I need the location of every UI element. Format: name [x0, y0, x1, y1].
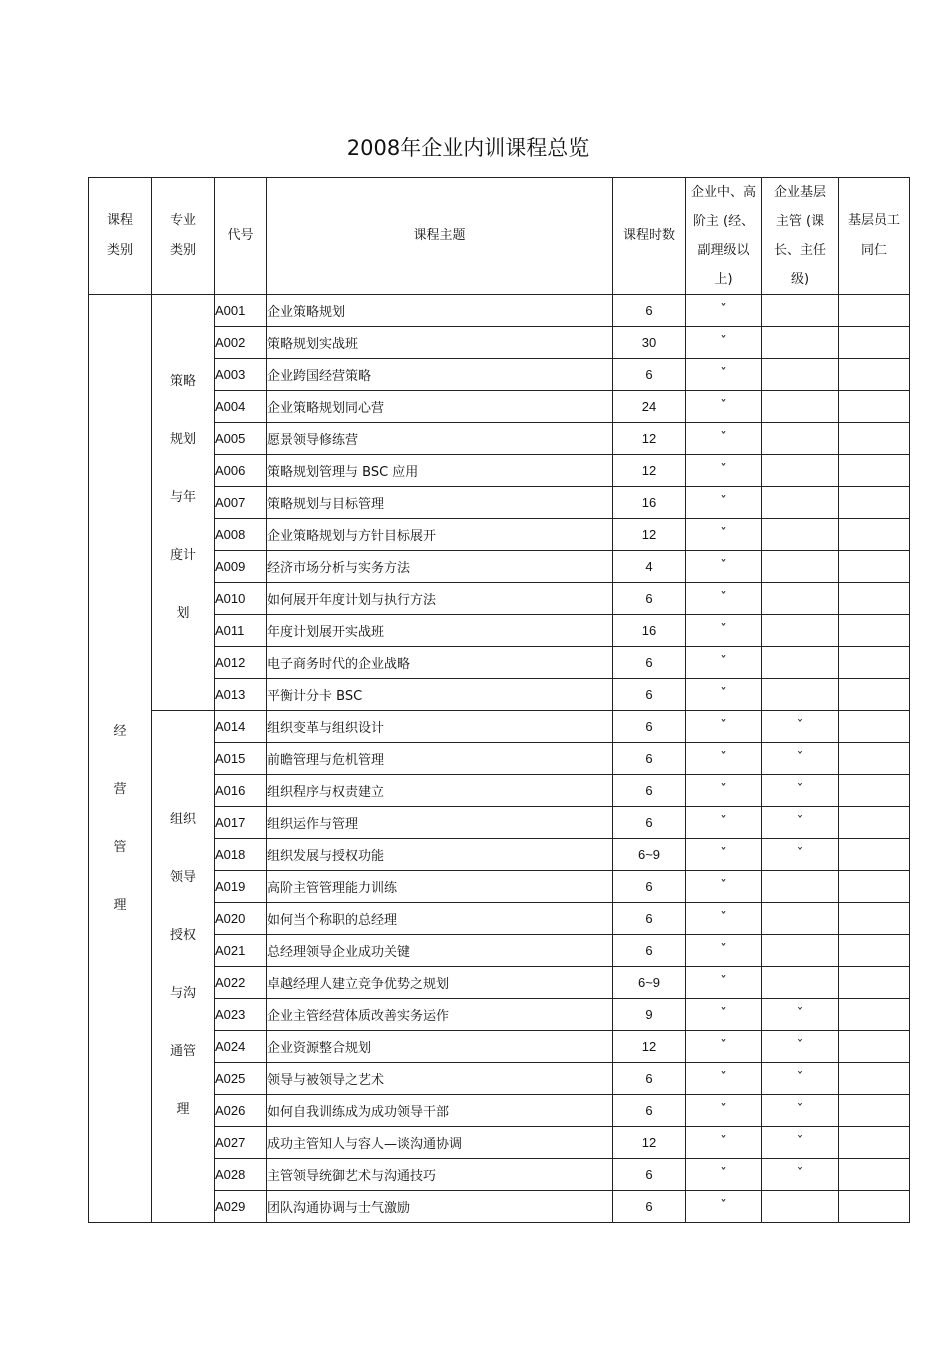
cell-staff: [839, 967, 910, 999]
category-cell: [89, 295, 152, 1223]
cell-staff: [839, 359, 910, 391]
cell-code: A019: [215, 871, 267, 903]
cell-hours: 30: [613, 327, 686, 359]
cell-staff: [839, 647, 910, 679]
cell-topic: 高阶主管管理能力训练: [267, 871, 613, 903]
cell-senior: ˇ: [686, 679, 762, 711]
cell-junior: [762, 487, 839, 519]
cell-senior: ˇ: [686, 775, 762, 807]
cell-senior: ˇ: [686, 487, 762, 519]
cell-code: A028: [215, 1159, 267, 1191]
cell-staff: [839, 679, 910, 711]
cell-topic: 平衡计分卡 BSC: [267, 679, 613, 711]
cell-code: A024: [215, 1031, 267, 1063]
cell-staff: [839, 807, 910, 839]
cell-hours: 6~9: [613, 967, 686, 999]
cell-topic: 企业策略规划与方针目标展开: [267, 519, 613, 551]
cell-staff: [839, 775, 910, 807]
cell-topic: 卓越经理人建立竞争优势之规划: [267, 967, 613, 999]
cell-code: A002: [215, 327, 267, 359]
cell-staff: [839, 327, 910, 359]
cell-staff: [839, 487, 910, 519]
cell-senior: ˇ: [686, 839, 762, 871]
cell-hours: 6: [613, 295, 686, 327]
cell-topic: 如何展开年度计划与执行方法: [267, 583, 613, 615]
cell-topic: 前瞻管理与危机管理: [267, 743, 613, 775]
cell-code: A007: [215, 487, 267, 519]
cell-junior: [762, 583, 839, 615]
header-code: 代号: [215, 178, 267, 295]
cell-code: A006: [215, 455, 267, 487]
cell-topic: 如何当个称职的总经理: [267, 903, 613, 935]
cell-code: A009: [215, 551, 267, 583]
cell-hours: 6: [613, 775, 686, 807]
specialty-label: 策略 规划 与年 度计 划: [169, 374, 196, 621]
cell-topic: 企业跨国经营策略: [267, 359, 613, 391]
cell-hours: 6: [613, 903, 686, 935]
cell-senior: ˇ: [686, 1191, 762, 1223]
table-row: [89, 295, 910, 327]
cell-staff: [839, 871, 910, 903]
cell-code: A008: [215, 519, 267, 551]
cell-junior: ˇ: [762, 1063, 839, 1095]
cell-junior: ˇ: [762, 1127, 839, 1159]
cell-hours: 12: [613, 423, 686, 455]
cell-code: A012: [215, 647, 267, 679]
cell-topic: 主管领导统御艺术与沟通技巧: [267, 1159, 613, 1191]
cell-junior: ˇ: [762, 711, 839, 743]
cell-topic: 企业主管经营体质改善实务运作: [267, 999, 613, 1031]
cell-hours: 6~9: [613, 839, 686, 871]
cell-hours: 12: [613, 519, 686, 551]
header-junior: 企业基层 主管 (课 长、主任 级): [762, 178, 839, 295]
header-specialty: 专业 类别: [152, 178, 215, 295]
cell-junior: ˇ: [762, 1031, 839, 1063]
cell-staff: [839, 1063, 910, 1095]
header-hours: 课程时数: [613, 178, 686, 295]
cell-staff: [839, 1095, 910, 1127]
cell-topic: 愿景领导修练营: [267, 423, 613, 455]
cell-hours: 6: [613, 935, 686, 967]
specialty-label: 组织 领导 授权 与沟 通管 理: [169, 812, 196, 1117]
cell-senior: ˇ: [686, 711, 762, 743]
header-category: 课程 类别: [89, 178, 152, 295]
cell-junior: ˇ: [762, 1095, 839, 1127]
cell-topic: 领导与被领导之艺术: [267, 1063, 613, 1095]
cell-senior: ˇ: [686, 327, 762, 359]
cell-senior: ˇ: [686, 519, 762, 551]
cell-code: A011: [215, 615, 267, 647]
cell-hours: 6: [613, 807, 686, 839]
header-row: [89, 178, 910, 295]
cell-staff: [839, 903, 910, 935]
cell-senior: ˇ: [686, 807, 762, 839]
cell-code: A014: [215, 711, 267, 743]
cell-senior: ˇ: [686, 391, 762, 423]
cell-junior: [762, 391, 839, 423]
cell-code: A023: [215, 999, 267, 1031]
cell-code: A005: [215, 423, 267, 455]
table-row: [89, 711, 910, 743]
cell-senior: ˇ: [686, 967, 762, 999]
cell-hours: 6: [613, 647, 686, 679]
cell-senior: ˇ: [686, 1095, 762, 1127]
cell-hours: 6: [613, 711, 686, 743]
cell-junior: ˇ: [762, 1159, 839, 1191]
cell-code: A022: [215, 967, 267, 999]
cell-topic: 如何自我训练成为成功领导干部: [267, 1095, 613, 1127]
cell-code: A021: [215, 935, 267, 967]
cell-code: A027: [215, 1127, 267, 1159]
cell-code: A013: [215, 679, 267, 711]
cell-code: A001: [215, 295, 267, 327]
cell-staff: [839, 423, 910, 455]
cell-senior: ˇ: [686, 455, 762, 487]
cell-code: A015: [215, 743, 267, 775]
cell-junior: [762, 359, 839, 391]
header-staff: 基层员工 同仁: [839, 178, 910, 295]
category-label: 经 营 管 理: [113, 723, 127, 913]
cell-senior: ˇ: [686, 903, 762, 935]
header-senior: 企业中、高 阶主 (经、 副理级以 上): [686, 178, 762, 295]
cell-hours: 16: [613, 487, 686, 519]
cell-hours: 9: [613, 999, 686, 1031]
cell-hours: 6: [613, 871, 686, 903]
cell-junior: [762, 551, 839, 583]
cell-junior: ˇ: [762, 775, 839, 807]
cell-code: A029: [215, 1191, 267, 1223]
cell-senior: ˇ: [686, 1031, 762, 1063]
cell-junior: [762, 871, 839, 903]
cell-senior: ˇ: [686, 871, 762, 903]
cell-hours: 12: [613, 455, 686, 487]
cell-code: A018: [215, 839, 267, 871]
cell-junior: [762, 967, 839, 999]
cell-hours: 6: [613, 583, 686, 615]
cell-code: A017: [215, 807, 267, 839]
cell-junior: [762, 423, 839, 455]
cell-code: A004: [215, 391, 267, 423]
cell-staff: [839, 711, 910, 743]
cell-topic: 组织发展与授权功能: [267, 839, 613, 871]
cell-staff: [839, 615, 910, 647]
cell-staff: [839, 935, 910, 967]
cell-hours: 6: [613, 1159, 686, 1191]
cell-code: A010: [215, 583, 267, 615]
cell-staff: [839, 519, 910, 551]
cell-hours: 4: [613, 551, 686, 583]
specialty-cell: [152, 711, 215, 1223]
cell-senior: ˇ: [686, 743, 762, 775]
cell-topic: 组织变革与组织设计: [267, 711, 613, 743]
cell-senior: ˇ: [686, 359, 762, 391]
cell-junior: [762, 647, 839, 679]
cell-junior: [762, 935, 839, 967]
cell-hours: 6: [613, 1063, 686, 1095]
cell-topic: 策略规划实战班: [267, 327, 613, 359]
cell-senior: ˇ: [686, 1159, 762, 1191]
cell-staff: [839, 295, 910, 327]
cell-staff: [839, 839, 910, 871]
cell-junior: [762, 903, 839, 935]
cell-senior: ˇ: [686, 1127, 762, 1159]
cell-code: A025: [215, 1063, 267, 1095]
course-table: [88, 177, 910, 1223]
cell-junior: [762, 519, 839, 551]
cell-junior: [762, 455, 839, 487]
cell-hours: 6: [613, 679, 686, 711]
cell-code: A003: [215, 359, 267, 391]
cell-staff: [839, 743, 910, 775]
cell-senior: ˇ: [686, 935, 762, 967]
cell-code: A020: [215, 903, 267, 935]
cell-senior: ˇ: [686, 423, 762, 455]
cell-senior: ˇ: [686, 647, 762, 679]
cell-hours: 6: [613, 1095, 686, 1127]
cell-staff: [839, 999, 910, 1031]
header-topic: 课程主题: [267, 178, 613, 295]
cell-senior: ˇ: [686, 551, 762, 583]
cell-code: A016: [215, 775, 267, 807]
cell-topic: 电子商务时代的企业战略: [267, 647, 613, 679]
cell-junior: ˇ: [762, 999, 839, 1031]
cell-topic: 策略规划管理与 BSC 应用: [267, 455, 613, 487]
cell-junior: ˇ: [762, 743, 839, 775]
cell-senior: ˇ: [686, 295, 762, 327]
cell-topic: 成功主管知人与容人—谈沟通协调: [267, 1127, 613, 1159]
cell-hours: 24: [613, 391, 686, 423]
cell-hours: 16: [613, 615, 686, 647]
cell-senior: ˇ: [686, 1063, 762, 1095]
cell-junior: [762, 1191, 839, 1223]
cell-topic: 年度计划展开实战班: [267, 615, 613, 647]
cell-topic: 组织程序与权责建立: [267, 775, 613, 807]
cell-senior: ˇ: [686, 999, 762, 1031]
cell-hours: 6: [613, 743, 686, 775]
cell-staff: [839, 391, 910, 423]
cell-hours: 12: [613, 1031, 686, 1063]
cell-topic: 团队沟通协调与士气激励: [267, 1191, 613, 1223]
cell-topic: 企业策略规划同心营: [267, 391, 613, 423]
cell-staff: [839, 1159, 910, 1191]
cell-code: A026: [215, 1095, 267, 1127]
cell-topic: 企业资源整合规划: [267, 1031, 613, 1063]
specialty-cell: [152, 295, 215, 711]
cell-hours: 6: [613, 359, 686, 391]
cell-staff: [839, 1191, 910, 1223]
cell-junior: [762, 615, 839, 647]
cell-staff: [839, 1127, 910, 1159]
cell-topic: 经济市场分析与实务方法: [267, 551, 613, 583]
cell-senior: ˇ: [686, 615, 762, 647]
cell-junior: ˇ: [762, 839, 839, 871]
cell-junior: [762, 295, 839, 327]
cell-staff: [839, 455, 910, 487]
cell-junior: [762, 327, 839, 359]
cell-topic: 策略规划与目标管理: [267, 487, 613, 519]
cell-hours: 12: [613, 1127, 686, 1159]
cell-topic: 组织运作与管理: [267, 807, 613, 839]
cell-staff: [839, 551, 910, 583]
cell-hours: 6: [613, 1191, 686, 1223]
cell-junior: ˇ: [762, 807, 839, 839]
cell-staff: [839, 1031, 910, 1063]
page-title: 2008年企业内训课程总览: [346, 136, 590, 160]
cell-staff: [839, 583, 910, 615]
cell-topic: 企业策略规划: [267, 295, 613, 327]
cell-senior: ˇ: [686, 583, 762, 615]
cell-topic: 总经理领导企业成功关键: [267, 935, 613, 967]
cell-junior: [762, 679, 839, 711]
